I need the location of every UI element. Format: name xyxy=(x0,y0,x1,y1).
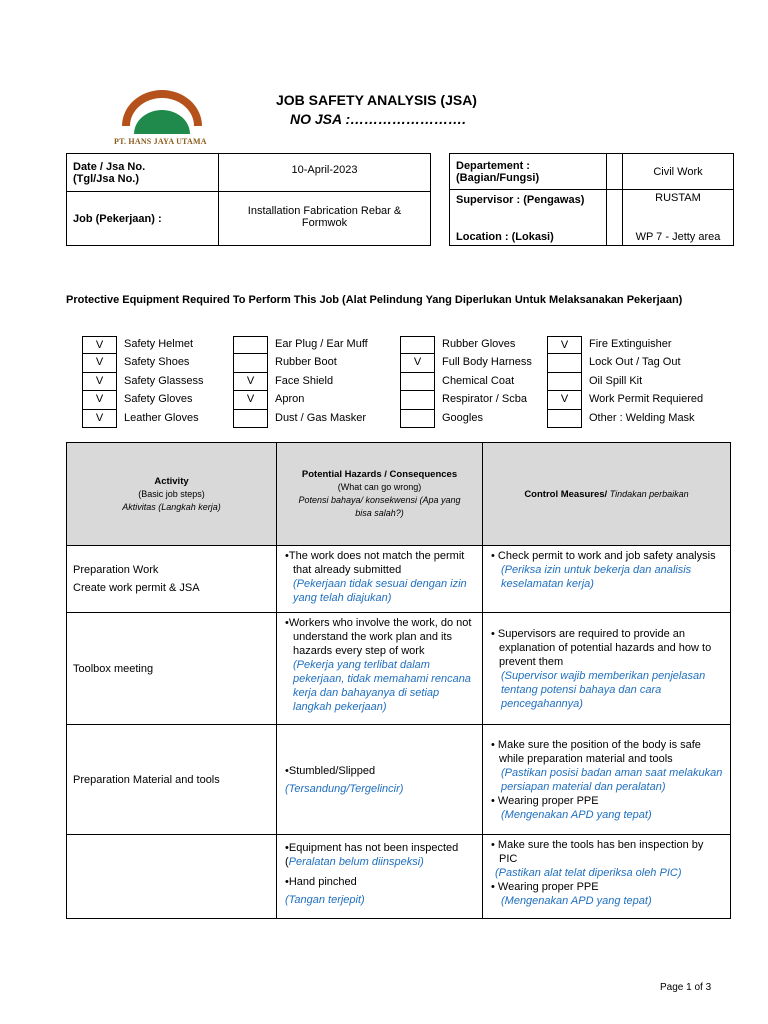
supervisor-value: RUSTAM xyxy=(655,192,701,204)
ppe-label: Respirator / Scba xyxy=(442,393,527,406)
job-label: Job (Pekerjaan) : xyxy=(67,192,219,246)
hazard-paren: ( xyxy=(285,856,289,868)
date-value: 10-April-2023 xyxy=(219,154,431,192)
ppe-column-3 xyxy=(400,336,570,428)
ppe-label: Work Permit Requiered xyxy=(589,393,704,406)
hazard-cell xyxy=(277,546,483,613)
control-header-title: Control Measures/ xyxy=(524,488,608,500)
ppe-item xyxy=(82,391,252,409)
hazard-text: Hand pinched xyxy=(288,876,357,888)
ppe-label: Chemical Coat xyxy=(442,374,515,387)
hazard-text-id-body: Peralatan belum diinspeksi) xyxy=(288,856,424,868)
control-item: • Wearing proper PPE xyxy=(491,881,599,893)
ppe-checkbox[interactable]: V xyxy=(82,373,117,391)
hazard-header-title: Potential Hazards / Consequences xyxy=(301,469,458,480)
activity-text: Toolbox meeting xyxy=(73,662,154,675)
dept-label-line1: Departement : xyxy=(456,159,530,172)
ppe-checkbox[interactable]: V xyxy=(82,391,117,409)
page-number: Page 1 of 3 xyxy=(660,982,712,993)
ppe-item xyxy=(400,391,570,409)
hazard-item: •Workers who involve the work, do not understand the work plan and its hazards every step of work xyxy=(285,617,472,657)
control-text: Make sure the position of the body is safe while preparation material and tools xyxy=(497,738,701,765)
control-item: • Make sure the tools has ben inspection by PIC xyxy=(491,839,704,865)
supervisor-label: Supervisor : (Pengawas) xyxy=(456,194,585,206)
ppe-label: Full Body Harness xyxy=(442,356,532,369)
hazard-item: •Stumbled/Slipped xyxy=(285,764,376,777)
hazard-text-id: (Tersandung/Tergelincir) xyxy=(285,782,404,795)
jsa-table xyxy=(66,442,731,919)
job-value: Installation Fabrication Rebar & Formwok xyxy=(219,192,431,246)
control-header xyxy=(483,443,731,546)
ppe-item xyxy=(547,410,717,428)
control-item: • Supervisors are required to provide an explanation of potential hazards and how to prevent them xyxy=(491,627,712,668)
control-text: Check permit to work and job safety analysis xyxy=(497,550,716,562)
ppe-label: Rubber Gloves xyxy=(442,338,516,350)
ppe-column-2 xyxy=(233,336,403,428)
ppe-item xyxy=(233,391,403,409)
ppe-item xyxy=(547,373,717,391)
hazard-text: Stumbled/Slipped xyxy=(288,764,376,777)
ppe-label: Safety Gloves xyxy=(124,393,193,406)
hazard-text-id: (Tangan terjepit) xyxy=(285,894,365,906)
ppe-label: Safety Shoes xyxy=(124,356,190,369)
ppe-item xyxy=(547,336,717,354)
ppe-checkbox[interactable]: V xyxy=(547,336,582,354)
job-info-table xyxy=(66,153,431,246)
ppe-checkbox[interactable] xyxy=(233,336,268,354)
control-text-id: (Mengenakan APD yang tepat) xyxy=(501,895,652,907)
hazard-cell xyxy=(277,835,483,919)
ppe-checkbox[interactable] xyxy=(547,410,582,428)
department-info-table xyxy=(449,153,734,246)
ppe-label: Googles xyxy=(442,411,483,424)
hazard-header-id: Potensi bahaya/ konsekwensi (Apa yang bisa salah?) xyxy=(298,495,461,518)
control-cell xyxy=(483,613,731,725)
ppe-item xyxy=(82,354,252,372)
activity-cell xyxy=(67,725,277,835)
page-title: JOB SAFETY ANALYSIS (JSA) xyxy=(276,92,477,108)
company-logo xyxy=(112,88,222,148)
ppe-checkbox[interactable] xyxy=(547,354,582,372)
ppe-label: Face Shield xyxy=(275,374,334,387)
hazard-cell xyxy=(277,613,483,725)
ppe-item xyxy=(400,373,570,391)
table-row xyxy=(67,613,731,725)
ppe-label: Rubber Boot xyxy=(275,356,337,369)
control-cell xyxy=(483,835,731,919)
hazard-text: The work does not match the permit that already submitted xyxy=(288,550,465,576)
control-text-id: (Pastikan alat telat diperiksa oleh PIC) xyxy=(495,867,682,879)
ppe-label: Ear Plug / Ear Muff xyxy=(275,338,368,350)
ppe-checkbox[interactable]: V xyxy=(82,410,117,428)
ppe-item xyxy=(547,391,717,409)
hazard-text: Equipment has not been inspected xyxy=(288,842,459,854)
activity-text: Preparation Work xyxy=(73,564,159,576)
hazard-item: •The work does not match the permit that already submitted xyxy=(285,550,465,576)
ppe-checkbox[interactable]: V xyxy=(233,373,268,391)
ppe-column-1 xyxy=(82,336,252,428)
location-label: Location : (Lokasi) xyxy=(456,231,554,243)
ppe-checkbox[interactable] xyxy=(400,410,435,428)
ppe-label: Fire Extinguisher xyxy=(589,338,672,350)
date-label-line2: (Tgl/Jsa No.) xyxy=(73,172,140,185)
control-text: Make sure the tools has ben inspection by PIC xyxy=(497,839,704,865)
control-text-id: (Supervisor wajib memberikan penjelasan tentang potensi bahaya dan cara pencegahannya) xyxy=(501,669,706,710)
ppe-label: Other : Welding Mask xyxy=(589,411,695,424)
ppe-checkbox[interactable]: V xyxy=(82,354,117,372)
dept-value: Civil Work xyxy=(623,154,734,190)
hazard-text-id: (Pekerja yang terlibat dalam pekerjaan, tidak memahami rencana kerja dan bahayanya di setiap langkah pekerjaan) xyxy=(293,659,471,713)
dept-spacer xyxy=(607,154,623,190)
control-item: • Check permit to work and job safety analysis xyxy=(491,550,716,562)
ppe-label: Safety Helmet xyxy=(124,338,194,350)
control-text: Supervisors are required to provide an explanation of potential hazards and how to prevent them xyxy=(497,627,712,668)
activity-text: Preparation Material and tools xyxy=(73,773,220,786)
ppe-item xyxy=(400,336,570,354)
location-value: WP 7 - Jetty area xyxy=(635,231,721,243)
activity-text: Create work permit & JSA xyxy=(73,582,200,594)
activity-header-id: Aktivitas (Langkah kerja) xyxy=(122,501,221,512)
date-label xyxy=(67,154,219,192)
ppe-checkbox[interactable] xyxy=(233,410,268,428)
ppe-label: Safety Glassess xyxy=(124,374,204,387)
hazard-text-id: (Pekerjaan tidak sesuai dengan izin yang telah diajukan) xyxy=(293,578,467,604)
ppe-item xyxy=(233,373,403,391)
ppe-item xyxy=(233,410,403,428)
dept-label-line2: (Bagian/Fungsi) xyxy=(456,171,540,184)
ppe-item xyxy=(400,410,570,428)
table-row xyxy=(67,725,731,835)
ppe-checkbox[interactable] xyxy=(233,354,268,372)
activity-cell xyxy=(67,613,277,725)
company-name: PT. HANS JAYA UTAMA xyxy=(114,137,207,146)
ppe-item xyxy=(233,354,403,372)
hazard-text-id xyxy=(283,855,476,869)
supervisor-location-values xyxy=(623,190,734,246)
control-text-id: (Periksa izin untuk bekerja dan analisis keselamatan kerja) xyxy=(501,564,692,590)
table-row xyxy=(67,546,731,613)
control-text-id: (Pastikan posisi badan aman saat melakukan persiapan material dan peralatan) xyxy=(501,766,723,793)
ppe-label: Apron xyxy=(275,393,305,406)
ppe-checkbox[interactable]: V xyxy=(400,354,435,372)
ppe-label: Lock Out / Tag Out xyxy=(589,356,681,369)
ppe-checkbox[interactable] xyxy=(400,373,435,391)
control-cell xyxy=(483,725,731,835)
activity-header-sub: (Basic job steps) xyxy=(138,488,205,499)
ppe-item xyxy=(547,354,717,372)
ppe-column-4 xyxy=(547,336,717,428)
supervisor-location-labels xyxy=(450,190,607,246)
date-label-line1: Date / Jsa No. xyxy=(73,160,146,173)
ppe-item xyxy=(233,336,403,354)
jsa-number: NO JSA :……………………. xyxy=(290,111,467,127)
control-text-id: (Mengenakan APD yang tepat) xyxy=(501,808,652,821)
company-logo-icon xyxy=(112,88,212,138)
hazard-item: •Hand pinched xyxy=(285,876,357,888)
ppe-checkbox[interactable] xyxy=(400,336,435,354)
activity-cell xyxy=(67,835,277,919)
hazard-header-sub: (What can go wrong) xyxy=(337,482,422,492)
hazard-header xyxy=(277,443,483,546)
activity-header xyxy=(67,443,277,546)
dept-label xyxy=(450,154,607,190)
ppe-label: Leather Gloves xyxy=(124,411,199,424)
ppe-item xyxy=(82,336,252,354)
ppe-item xyxy=(82,410,252,428)
ppe-item xyxy=(82,373,252,391)
supervisor-spacer xyxy=(607,190,623,246)
ppe-checkbox[interactable] xyxy=(547,373,582,391)
control-text: Wearing proper PPE xyxy=(497,794,599,807)
ppe-item xyxy=(400,354,570,372)
ppe-checkbox[interactable]: V xyxy=(547,391,582,409)
ppe-checkbox[interactable]: V xyxy=(233,391,268,409)
control-header-id: Tindakan perbaikan xyxy=(607,488,689,499)
control-item: • Wearing proper PPE xyxy=(491,794,599,807)
table-row xyxy=(67,835,731,919)
activity-header-title: Activity xyxy=(154,475,189,487)
ppe-label: Oil Spill Kit xyxy=(589,374,643,387)
ppe-label: Dust / Gas Masker xyxy=(275,411,367,424)
ppe-checkbox[interactable] xyxy=(400,391,435,409)
ppe-section-title: Protective Equipment Required To Perform This Job (Alat Pelindung Yang Diperlukan Untuk Melaksanakan Pekerjaan) xyxy=(66,294,683,306)
activity-cell xyxy=(67,546,277,613)
ppe-checkbox[interactable]: V xyxy=(82,336,117,354)
control-item: • Make sure the position of the body is safe while preparation material and tools xyxy=(491,738,701,765)
hazard-text: Workers who involve the work, do not understand the work plan and its hazards every step of work xyxy=(288,617,472,657)
hazard-cell xyxy=(277,725,483,835)
control-cell xyxy=(483,546,731,613)
control-text: Wearing proper PPE xyxy=(497,881,599,893)
hazard-item: •Equipment has not been inspected xyxy=(285,842,459,854)
